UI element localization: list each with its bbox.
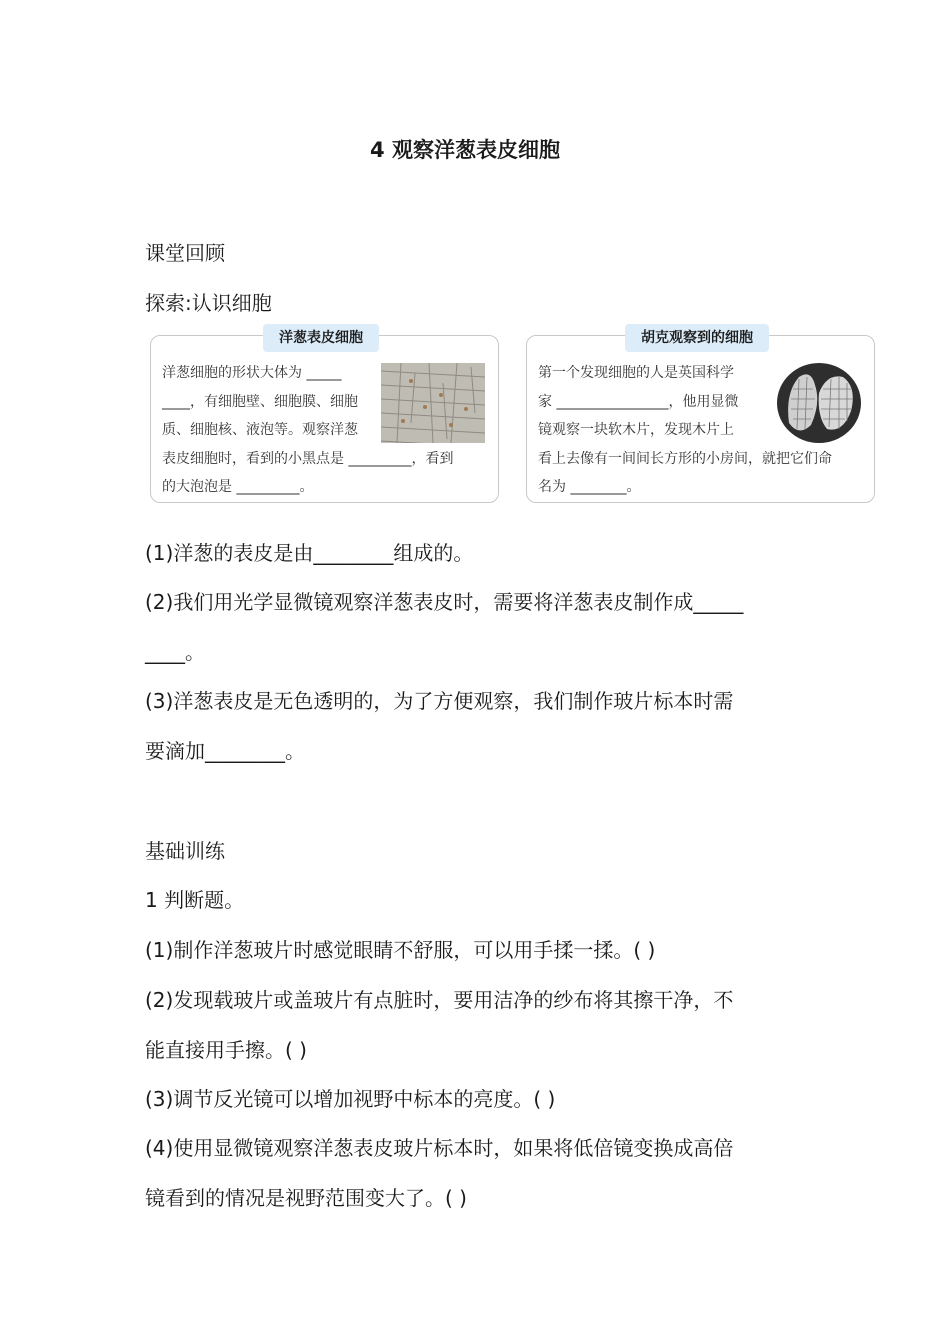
question-1: (1)洋葱的表皮是由________组成的。 [145, 541, 474, 565]
section-heading-training: 基础训练 [145, 839, 225, 863]
card-line: 看上去像有一间间长方形的小房间，就把它们命 [538, 450, 832, 467]
judge-item-2-cont: 能直接用手擦。( ) [145, 1038, 307, 1062]
hooke-cell-card [526, 330, 875, 503]
judge-item-2: (2)发现载玻片或盖玻片有点脏时，要用洁净的纱布将其擦干净，不 [145, 988, 734, 1012]
judge-item-3: (3)调节反光镜可以增加视野中标本的亮度。( ) [145, 1087, 556, 1111]
judge-heading: 1 判断题。 [145, 888, 245, 912]
card-line: 家 ________________，他用显微 [538, 393, 739, 410]
explore-heading: 探索:认识细胞 [145, 291, 272, 315]
question-2: (2)我们用光学显微镜观察洋葱表皮时，需要将洋葱表皮制作成_____ [145, 590, 744, 614]
judge-item-4-cont: 镜看到的情况是视野范围变大了。( ) [145, 1186, 467, 1210]
onion-cell-card [150, 330, 499, 503]
card-line: ____，有细胞壁、细胞膜、细胞 [162, 393, 358, 410]
page-title: 4 观察洋葱表皮细胞 [370, 138, 560, 162]
question-2-cont: ____。 [145, 640, 205, 664]
card-line: 镜观察一块软木片，发现木片上 [538, 422, 734, 438]
card-line: 表皮细胞时，看到的小黑点是 _________，看到 [162, 450, 454, 467]
card-title: 洋葱表皮细胞 [263, 324, 379, 352]
section-heading-review: 课堂回顾 [145, 241, 225, 265]
question-3-cont: 要滴加________。 [145, 739, 305, 763]
question-3: (3)洋葱表皮是无色透明的，为了方便观察，我们制作玻片标本时需 [145, 689, 734, 713]
judge-item-4: (4)使用显微镜观察洋葱表皮玻片标本时，如果将低倍镜变换成高倍 [145, 1136, 734, 1160]
card-line: 的大泡泡是 _________。 [162, 479, 314, 495]
card-line: 第一个发现细胞的人是英国科学 [538, 365, 734, 381]
card-line: 名为 ________。 [538, 479, 641, 495]
card-title: 胡克观察到的细胞 [625, 324, 769, 352]
card-line: 洋葱细胞的形状大体为 _____ [162, 365, 342, 381]
cork-cell-drawing [777, 363, 861, 443]
card-line: 质、细胞核、液泡等。观察洋葱 [162, 422, 358, 438]
onion-cell-micrograph [381, 363, 485, 443]
judge-item-1: (1)制作洋葱玻片时感觉眼睛不舒服，可以用手揉一揉。( ) [145, 938, 656, 962]
